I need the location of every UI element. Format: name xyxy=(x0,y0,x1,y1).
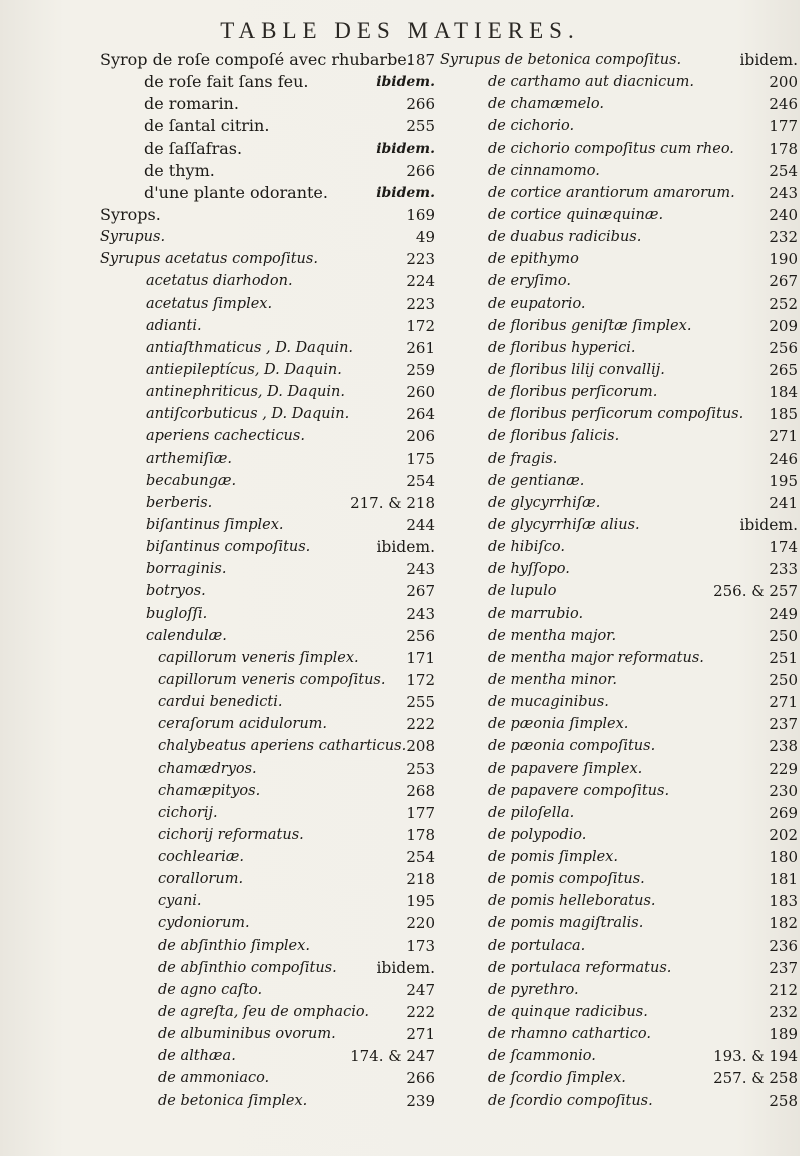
index-entry xyxy=(440,293,798,315)
index-entry xyxy=(440,226,798,248)
index-entry xyxy=(440,204,798,226)
index-entry xyxy=(100,381,435,403)
index-entry xyxy=(440,780,798,802)
entry-page-number: 229 xyxy=(769,759,798,778)
entry-term: de hibiſco. xyxy=(488,539,565,556)
entry-term: de mucaginibus. xyxy=(488,694,609,711)
entry-page-number: 246 xyxy=(769,95,798,114)
entry-page-number: 259 xyxy=(406,360,435,379)
entry-term: de cortice arantiorum amarorum. xyxy=(488,184,735,201)
entry-page-number: 240 xyxy=(769,205,798,224)
index-entry xyxy=(440,448,798,470)
entry-term: de ſaſſafras. xyxy=(144,138,243,158)
entry-term: de romarin. xyxy=(144,94,239,114)
index-entry xyxy=(100,1001,435,1023)
entry-term: Syrupus acetatus compoſitus. xyxy=(100,251,318,268)
index-entry xyxy=(100,890,435,912)
entry-term: Syrop de roſe compoſé avec rhubarbe. xyxy=(100,50,412,69)
entry-page-number: 269 xyxy=(769,803,798,822)
entry-page-number: 238 xyxy=(769,737,798,756)
entry-page-number: 241 xyxy=(769,493,798,512)
entry-page-number: 189 xyxy=(769,1025,798,1044)
index-entry xyxy=(440,935,798,957)
entry-page-number: 178 xyxy=(406,825,435,844)
index-entry xyxy=(100,470,435,492)
entry-term: de pomis compoſitus. xyxy=(488,871,645,888)
entry-term: cardui benedicti. xyxy=(158,694,283,711)
entry-term: de floribus perſicorum. xyxy=(488,384,658,401)
index-entry xyxy=(440,138,798,160)
entry-term: de chamæmelo. xyxy=(488,96,605,113)
entry-page-number: 267 xyxy=(769,272,798,291)
entry-term: Syrupus de betonica compoſitus. xyxy=(440,52,682,68)
entry-page-number: 266 xyxy=(406,1069,435,1088)
index-entry xyxy=(440,669,798,691)
index-entry xyxy=(100,49,435,71)
entry-term: de ammoniaco. xyxy=(158,1070,270,1087)
entry-term: de cortice quinæquinæ. xyxy=(488,206,664,223)
entry-page-number: 253 xyxy=(406,759,435,778)
entry-page-number: 266 xyxy=(406,95,435,114)
entry-page-number: 222 xyxy=(406,1003,435,1022)
entry-term: de floribus ſalicis. xyxy=(488,428,620,445)
entry-term: de betonica ſimplex. xyxy=(158,1092,308,1109)
index-entry xyxy=(440,403,798,425)
entry-page-number: 185 xyxy=(769,405,798,424)
entry-term: arthemiſiæ. xyxy=(146,450,232,467)
index-entry xyxy=(100,293,435,315)
index-entry xyxy=(100,1023,435,1045)
entry-term: acetatus diarhodon. xyxy=(146,273,293,290)
entry-page-number: 254 xyxy=(406,471,435,490)
index-entry xyxy=(440,1067,798,1089)
index-entry xyxy=(100,115,435,137)
entry-term: cydoniorum. xyxy=(158,915,250,932)
entry-term: de pomis helleboratus. xyxy=(488,893,656,910)
entry-page-number: 236 xyxy=(769,936,798,955)
index-entry xyxy=(440,248,798,270)
right-column xyxy=(440,49,798,1112)
entry-page-number: 173 xyxy=(406,936,435,955)
entry-page-number: 209 xyxy=(769,316,798,335)
entry-page-number: 261 xyxy=(406,338,435,357)
entry-term: de albuminibus ovorum. xyxy=(158,1026,336,1043)
entry-term: biſantinus compoſitus. xyxy=(146,539,311,556)
entry-term: acetatus ſimplex. xyxy=(146,295,273,312)
index-entry xyxy=(100,448,435,470)
entry-page-number: 217. & 218 xyxy=(350,493,435,512)
entry-term: de pomis ſimplex. xyxy=(488,849,618,866)
index-entry xyxy=(440,514,798,536)
index-entry xyxy=(440,868,798,890)
entry-term: de hyſſopo. xyxy=(488,561,570,578)
index-entry xyxy=(440,580,798,602)
entry-page-number: ibidem. xyxy=(376,538,435,557)
entry-page-number: 222 xyxy=(406,715,435,734)
entry-term: de floribus perſicorum compoſitus. xyxy=(488,406,744,423)
entry-term: de abſinthio ſimplex. xyxy=(158,937,310,954)
index-entry xyxy=(440,381,798,403)
entry-term: ceraſorum acidulorum. xyxy=(158,716,328,733)
entry-page-number: 239 xyxy=(406,1091,435,1110)
index-entry xyxy=(440,492,798,514)
entry-page-number: 271 xyxy=(769,427,798,446)
entry-page-number: 243 xyxy=(769,183,798,202)
entry-page-number: 193. & 194 xyxy=(713,1047,798,1066)
index-entry xyxy=(440,890,798,912)
entry-page-number: 208 xyxy=(406,737,435,756)
index-entry xyxy=(100,403,435,425)
index-entry xyxy=(100,625,435,647)
entry-page-number: 233 xyxy=(769,560,798,579)
entry-term: antinephriticus, D. Daquin. xyxy=(146,384,345,401)
entry-term: de floribus lilij convallij. xyxy=(488,361,665,378)
index-entry xyxy=(100,1090,435,1112)
entry-term: calendulæ. xyxy=(146,627,227,644)
entry-term: d'une plante odorante. xyxy=(144,182,328,202)
entry-page-number: 258 xyxy=(769,1091,798,1110)
entry-term: de portulaca. xyxy=(488,937,586,954)
index-entry xyxy=(440,957,798,979)
entry-page-number: 206 xyxy=(406,427,435,446)
entry-page-number: 182 xyxy=(769,914,798,933)
index-entry xyxy=(440,49,798,71)
entry-page-number: 271 xyxy=(406,1025,435,1044)
index-entry xyxy=(100,868,435,890)
index-entry xyxy=(440,1023,798,1045)
entry-page-number: 178 xyxy=(769,139,798,158)
index-entry xyxy=(440,470,798,492)
index-entry xyxy=(440,359,798,381)
index-entry xyxy=(100,957,435,979)
entry-page-number: 223 xyxy=(406,250,435,269)
entry-term: de floribus geniſtæ ſimplex. xyxy=(488,317,692,334)
entry-page-number: 187 xyxy=(406,51,435,69)
entry-page-number: ibidem. xyxy=(376,958,435,977)
entry-page-number: 200 xyxy=(769,73,798,92)
entry-page-number: 244 xyxy=(406,515,435,534)
entry-term: adianti. xyxy=(146,317,202,334)
entry-term: cochleariæ. xyxy=(158,849,244,866)
index-entry xyxy=(100,1045,435,1067)
index-entry xyxy=(440,115,798,137)
index-entry xyxy=(100,71,435,93)
entry-page-number: 243 xyxy=(406,560,435,579)
index-entry xyxy=(100,735,435,757)
entry-page-number: ibidem. xyxy=(376,184,435,201)
entry-term: de duabus radicibus. xyxy=(488,229,642,246)
entry-term: biſantinus ſimplex. xyxy=(146,516,284,533)
entry-page-number: 49 xyxy=(415,228,435,247)
entry-term: cyani. xyxy=(158,893,202,910)
index-entry xyxy=(100,691,435,713)
index-entry xyxy=(440,979,798,1001)
entry-page-number: 250 xyxy=(769,626,798,645)
entry-page-number: 243 xyxy=(406,604,435,623)
entry-term: corallorum. xyxy=(158,871,244,888)
entry-page-number: 247 xyxy=(406,980,435,999)
index-entry xyxy=(100,912,435,934)
index-entry xyxy=(440,691,798,713)
entry-term: de pyrethro. xyxy=(488,981,579,998)
entry-page-number: 237 xyxy=(769,715,798,734)
entry-page-number: 230 xyxy=(769,781,798,800)
entry-term: de polypodio. xyxy=(488,826,587,843)
entry-term: de cichorio compoſitus cum rheo. xyxy=(488,140,734,157)
entry-page-number: 232 xyxy=(769,228,798,247)
entry-page-number: 260 xyxy=(406,383,435,402)
entry-term: Syrops. xyxy=(100,204,161,224)
entry-page-number: 181 xyxy=(769,870,798,889)
entry-page-number: 195 xyxy=(769,471,798,490)
entry-page-number: 265 xyxy=(769,360,798,379)
entry-term: de cichorio. xyxy=(488,118,575,135)
entry-page-number: 256. & 257 xyxy=(713,582,798,601)
index-entry xyxy=(100,359,435,381)
index-entry xyxy=(440,337,798,359)
index-entry xyxy=(440,558,798,580)
entry-term: chamæpityos. xyxy=(158,782,261,799)
entry-page-number: 180 xyxy=(769,848,798,867)
index-entry xyxy=(440,824,798,846)
entry-page-number: 246 xyxy=(769,449,798,468)
entry-page-number: ibidem. xyxy=(739,51,798,69)
entry-page-number: 251 xyxy=(769,648,798,667)
entry-term: de eryſimo. xyxy=(488,273,572,290)
entry-page-number: 212 xyxy=(769,980,798,999)
entry-term: berberis. xyxy=(146,494,213,511)
entry-term: borraginis. xyxy=(146,561,227,578)
entry-term: bugloſſi. xyxy=(146,605,208,622)
entry-term: de thym. xyxy=(144,160,215,180)
entry-page-number: 190 xyxy=(769,250,798,269)
entry-page-number: 172 xyxy=(406,670,435,689)
index-entry xyxy=(100,425,435,447)
entry-page-number: 252 xyxy=(769,294,798,313)
index-entry xyxy=(100,558,435,580)
entry-term: becabungæ. xyxy=(146,472,237,489)
entry-term: de floribus hyperici. xyxy=(488,339,636,356)
entry-page-number: 174 xyxy=(769,538,798,557)
entry-term: de glycyrrhiſæ alius. xyxy=(488,516,640,533)
entry-page-number: 183 xyxy=(769,892,798,911)
entry-term: capillorum veneris ſimplex. xyxy=(158,649,359,666)
index-entry xyxy=(440,1090,798,1112)
index-entry xyxy=(440,536,798,558)
entry-term: de ſcordio compoſitus. xyxy=(488,1092,653,1109)
entry-page-number: 169 xyxy=(406,205,435,224)
index-entry xyxy=(440,270,798,292)
entry-term: cichorij reformatus. xyxy=(158,826,304,843)
index-entry xyxy=(440,425,798,447)
entry-term: de gentianæ. xyxy=(488,472,585,489)
entry-term: de abſinthio compoſitus. xyxy=(158,959,337,976)
index-entry xyxy=(100,713,435,735)
index-entry xyxy=(100,935,435,957)
index-entry xyxy=(440,1001,798,1023)
entry-term: de ſantal citrin. xyxy=(144,116,270,136)
entry-term: de mentha minor. xyxy=(488,671,617,688)
index-entry xyxy=(100,182,435,204)
entry-page-number: 257. & 258 xyxy=(713,1069,798,1088)
entry-term: chalybeatus aperiens catharticus. xyxy=(158,738,407,755)
index-entry xyxy=(100,315,435,337)
index-entry xyxy=(100,1067,435,1089)
entry-term: de cinnamomo. xyxy=(488,162,600,179)
index-entry xyxy=(440,713,798,735)
entry-page-number: 223 xyxy=(406,294,435,313)
entry-term: de epithymo xyxy=(488,251,579,268)
entry-page-number: 177 xyxy=(406,803,435,822)
entry-page-number: 174. & 247 xyxy=(350,1047,435,1066)
entry-term: de quinque radicibus. xyxy=(488,1004,648,1021)
entry-term: de roſe fait ſans feu. xyxy=(144,72,309,92)
entry-term: de papavere compoſitus. xyxy=(488,782,670,799)
entry-page-number: 184 xyxy=(769,383,798,402)
entry-page-number: 171 xyxy=(406,648,435,667)
entry-term: de piloſella. xyxy=(488,804,575,821)
index-entry xyxy=(440,912,798,934)
entry-page-number: 220 xyxy=(406,914,435,933)
index-entry xyxy=(100,846,435,868)
index-entry xyxy=(100,138,435,160)
entry-page-number: 254 xyxy=(406,848,435,867)
entry-page-number: 202 xyxy=(769,825,798,844)
entry-page-number: 255 xyxy=(406,117,435,136)
index-entry xyxy=(100,93,435,115)
entry-page-number: 256 xyxy=(406,626,435,645)
index-entry xyxy=(100,204,435,226)
index-entry xyxy=(440,182,798,204)
index-entry xyxy=(440,735,798,757)
entry-term: de mentha major reformatus. xyxy=(488,649,704,666)
index-entry xyxy=(100,758,435,780)
index-entry xyxy=(100,802,435,824)
entry-page-number: 218 xyxy=(406,870,435,889)
entry-page-number: ibidem. xyxy=(376,140,435,157)
entry-page-number: 267 xyxy=(406,582,435,601)
entry-term: cichorij. xyxy=(158,804,218,821)
index-entry xyxy=(100,226,435,248)
index-entry xyxy=(440,160,798,182)
index-entry xyxy=(100,824,435,846)
entry-term: de ſcammonio. xyxy=(488,1048,596,1065)
entry-page-number: 266 xyxy=(406,161,435,180)
index-entry xyxy=(100,647,435,669)
entry-term: de pæonia ſimplex. xyxy=(488,716,629,733)
index-entry xyxy=(100,248,435,270)
index-entry xyxy=(440,758,798,780)
index-entry xyxy=(100,780,435,802)
entry-term: botryos. xyxy=(146,583,206,600)
index-entry xyxy=(440,1045,798,1067)
entry-term: de agno caſto. xyxy=(158,981,263,998)
entry-term: de papavere ſimplex. xyxy=(488,760,643,777)
index-entry xyxy=(100,669,435,691)
index-entry xyxy=(100,337,435,359)
index-entry xyxy=(440,603,798,625)
index-entry xyxy=(100,160,435,182)
entry-page-number: 255 xyxy=(406,693,435,712)
entry-page-number: 224 xyxy=(406,272,435,291)
entry-page-number: 271 xyxy=(769,693,798,712)
entry-page-number: 237 xyxy=(769,958,798,977)
entry-term: aperiens cachecticus. xyxy=(146,428,305,445)
entry-page-number: ibidem. xyxy=(376,74,435,91)
entry-term: de marrubio. xyxy=(488,605,584,622)
entry-page-number: 250 xyxy=(769,670,798,689)
entry-term: de agreſta, ſeu de omphacio. xyxy=(158,1004,369,1021)
entry-page-number: 249 xyxy=(769,604,798,623)
index-entry xyxy=(440,846,798,868)
index-entry xyxy=(440,802,798,824)
entry-term: de glycyrrhiſæ. xyxy=(488,494,601,511)
entry-term: de mentha major. xyxy=(488,627,617,644)
index-entry xyxy=(100,492,435,514)
entry-term: de fragis. xyxy=(488,450,558,467)
entry-term: Syrupus. xyxy=(100,229,166,246)
entry-term: capillorum veneris compoſitus. xyxy=(158,671,386,688)
index-entry xyxy=(440,315,798,337)
entry-term: de eupatorio. xyxy=(488,295,586,312)
entry-page-number: 177 xyxy=(769,117,798,136)
entry-term: de pomis magiſtralis. xyxy=(488,915,644,932)
index-entry xyxy=(100,536,435,558)
entry-term: de ſcordio ſimplex. xyxy=(488,1070,626,1087)
entry-term: de pæonia compoſitus. xyxy=(488,738,656,755)
index-entry xyxy=(100,514,435,536)
entry-term: de rhamno cathartico. xyxy=(488,1026,651,1043)
entry-term: antiſcorbuticus , D. Daquin. xyxy=(146,406,350,423)
index-entry xyxy=(100,270,435,292)
entry-term: antiepileptícus, D. Daquin. xyxy=(146,361,342,378)
entry-page-number: 175 xyxy=(406,449,435,468)
entry-term: antiaſthmaticus , D. Daquin. xyxy=(146,339,354,356)
entry-page-number: 254 xyxy=(769,161,798,180)
left-column xyxy=(100,49,435,1112)
entry-term: chamædryos. xyxy=(158,760,257,777)
entry-page-number: 172 xyxy=(406,316,435,335)
index-entry xyxy=(100,979,435,1001)
index-entry xyxy=(440,625,798,647)
index-entry xyxy=(440,647,798,669)
entry-page-number: 256 xyxy=(769,338,798,357)
entry-page-number: 195 xyxy=(406,892,435,911)
entry-page-number: ibidem. xyxy=(739,515,798,534)
entry-page-number: 232 xyxy=(769,1003,798,1022)
entry-term: de althæa. xyxy=(158,1048,236,1065)
index-entry xyxy=(440,93,798,115)
entry-term: de portulaca reformatus. xyxy=(488,959,672,976)
entry-page-number: 268 xyxy=(406,781,435,800)
page-title: TABLE DES MATIERES. xyxy=(220,18,580,43)
entry-term: de carthamo aut diacnicum. xyxy=(488,74,694,91)
entry-term: de lupulo xyxy=(488,583,557,600)
index-entry xyxy=(440,71,798,93)
entry-page-number: 264 xyxy=(406,405,435,424)
index-entry xyxy=(100,580,435,602)
index-entry xyxy=(100,603,435,625)
